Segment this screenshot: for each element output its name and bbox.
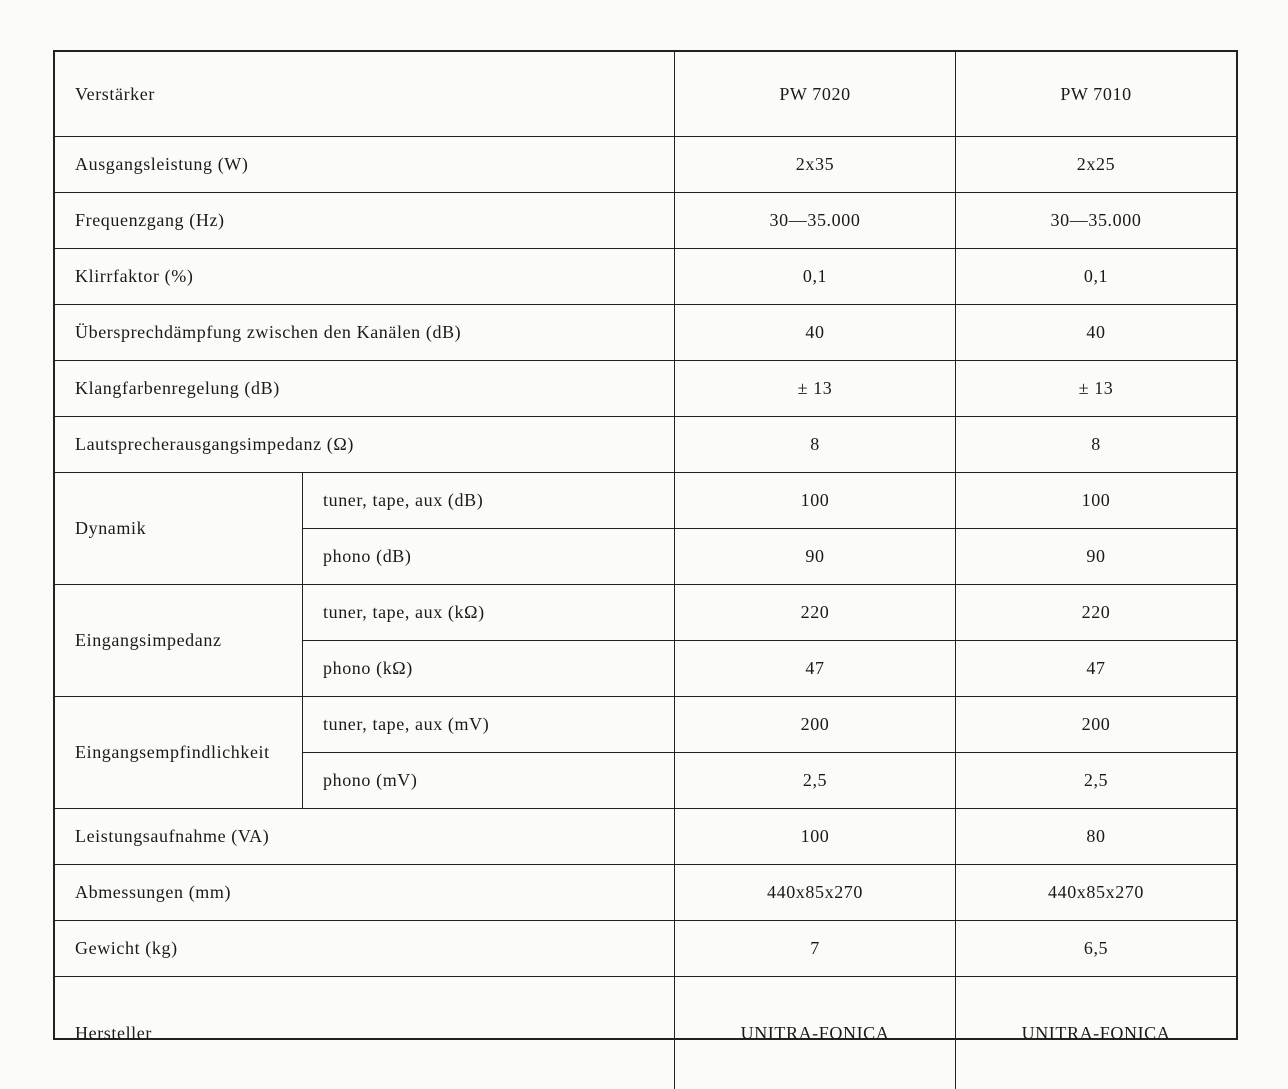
- row-value-pw7010: 220: [956, 585, 1236, 641]
- row-value-pw7020: 440x85x270: [675, 865, 956, 921]
- row-value-pw7020: 2x35: [675, 137, 956, 193]
- row-value-pw7020: 0,1: [675, 249, 956, 305]
- row-value-pw7010: 47: [956, 641, 1236, 697]
- row-value-pw7010: 440x85x270: [956, 865, 1236, 921]
- row-label: Abmessungen (mm): [55, 865, 675, 921]
- row-label: Klirrfaktor (%): [55, 249, 675, 305]
- sub-row-label: tuner, tape, aux (dB): [303, 473, 675, 529]
- row-value-pw7010: 6,5: [956, 921, 1236, 977]
- row-label: Hersteller: [55, 977, 675, 1089]
- row-label: Klangfarbenregelung (dB): [55, 361, 675, 417]
- sub-row-label: phono (dB): [303, 529, 675, 585]
- sub-row-label: phono (kΩ): [303, 641, 675, 697]
- group-label: Eingangsempfindlichkeit: [55, 697, 303, 809]
- row-value-pw7020: 90: [675, 529, 956, 585]
- row-value-pw7020: 7: [675, 921, 956, 977]
- row-value-pw7010: 8: [956, 417, 1236, 473]
- row-value-pw7020: 8: [675, 417, 956, 473]
- row-label: Ausgangsleistung (W): [55, 137, 675, 193]
- row-value-pw7020: 2,5: [675, 753, 956, 809]
- row-value-pw7020: UNITRA-FONICA: [675, 977, 956, 1089]
- row-value-pw7020: 30—35.000: [675, 193, 956, 249]
- row-value-pw7010: 100: [956, 473, 1236, 529]
- group-label: Eingangsimpedanz: [55, 585, 303, 697]
- row-label: Gewicht (kg): [55, 921, 675, 977]
- row-label: Lautsprecherausgangsimpedanz (Ω): [55, 417, 675, 473]
- header-col-pw7010: PW 7010: [956, 52, 1236, 137]
- row-value-pw7010: 30—35.000: [956, 193, 1236, 249]
- row-value-pw7020: 40: [675, 305, 956, 361]
- row-value-pw7010: 0,1: [956, 249, 1236, 305]
- row-value-pw7020: 100: [675, 809, 956, 865]
- row-value-pw7010: UNITRA-FONICA: [1021, 1022, 1171, 1043]
- row-value-pw7010: 40: [956, 305, 1236, 361]
- row-value-pw7020: 47: [675, 641, 956, 697]
- row-value-pw7010: 80: [956, 809, 1236, 865]
- row-value-pw7010: 200: [956, 697, 1236, 753]
- row-label: Übersprechdämpfung zwischen den Kanälen (dB): [55, 305, 675, 361]
- sub-row-label: tuner, tape, aux (kΩ): [303, 585, 675, 641]
- header-col-pw7020: PW 7020: [675, 52, 956, 137]
- row-value-pw7010: ± 13: [956, 361, 1236, 417]
- sub-row-label: phono (mV): [303, 753, 675, 809]
- row-label: Frequenzgang (Hz): [55, 193, 675, 249]
- header-label: Verstärker: [55, 52, 675, 137]
- sub-row-label: tuner, tape, aux (mV): [303, 697, 675, 753]
- row-value-pw7010: 2x25: [956, 137, 1236, 193]
- row-value-pw7020: 220: [675, 585, 956, 641]
- row-value-pw7020: ± 13: [675, 361, 956, 417]
- group-label: Dynamik: [55, 473, 303, 585]
- row-value-pw7010: 90: [956, 529, 1236, 585]
- row-value-pw7020: 200: [675, 697, 956, 753]
- row-value-pw7020: 100: [675, 473, 956, 529]
- row-value-pw7010: 2,5: [956, 753, 1236, 809]
- row-label: Leistungsaufnahme (VA): [55, 809, 675, 865]
- spec-table: [53, 50, 1238, 1043]
